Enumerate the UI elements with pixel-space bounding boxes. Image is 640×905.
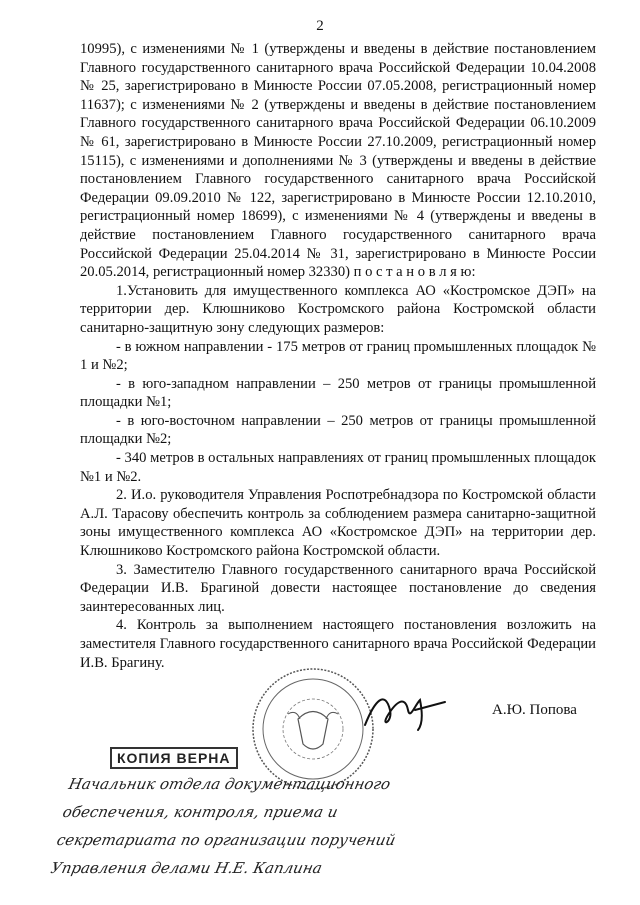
handwritten-certification — [48, 770, 632, 882]
paragraph-item-4: 4. Контроль за выполнением настоящего постановления возложить на заместителя Главного государственного санитарного врача Российской Федерации И.В. Брагину. — [80, 617, 596, 671]
page-number: 2 — [316, 18, 324, 34]
handwritten-line: обеспечения, контроля, приема и — [61, 803, 340, 821]
paragraph-item-2: 2. И.о. руководителя Управления Роспотребнадзора по Костромской области А.Л. Тарасову обеспечить контроль за соблюдением размера санитарно-защитной зоны имущественного комплекса АО «Костромское ДЭП» на территории дер. Клюшниково Костромского района Костромской области. — [80, 487, 596, 560]
paragraph-zone-southwest: - в юго-западном направлении – 250 метров от границы промышленной площадки №1; — [80, 375, 596, 411]
paragraph-zone-south: - в южном направлении - 175 метров от границ промышленных площадок № 1 и №2; — [80, 338, 596, 374]
signature-icon — [360, 680, 450, 740]
paragraph-item-3: 3. Заместителю Главного государственного санитарного врача Российской Федерации И.В. Брагиной довести настоящее постановление до сведения заинтересованных лиц. — [80, 561, 596, 615]
handwritten-line: Начальник отдела документационного — [67, 775, 393, 793]
signatory-name: А.Ю. Попова — [492, 702, 577, 718]
handwritten-line: секретариата по организации поручений — [55, 831, 398, 849]
copy-certified-stamp: КОПИЯ ВЕРНА — [110, 747, 238, 769]
paragraph-item-1: 1.Установить для имущественного комплекса АО «Костромское ДЭП» на территории дер. Клюшниково Костромского района Костромской области санитарно-защитную зону следующих размеров: — [80, 282, 596, 336]
paragraph-preamble: 10995), с изменениями № 1 (утверждены и введены в действие постановлением Главного государственного санитарного врача Российской Федерации 10.04.2008 № 25, зарегистрировано в Минюсте России 07.05.2008, регистрационный номер 11637); с изменениями № 2 (утверждены и введены в действие постановлением Главного государственного санитарного врача Российской Федерации 06.10.2009 № 61, зарегистрировано в Минюсте России 27.10.2009, регистрационный номер 15115), с изменениями и дополнениями № 3 (утверждены и введены в действие постановлением Главного государственного санитарного врача Российской Федерации 09.09.2010 № 122, зарегистрировано в Минюсте России 12.10.2010, регистрационный номер 18699), с изменениями № 4 (утверждены и введены в действие постановлением Главного государственного санитарного врача Российской Федерации 25.04.2014 № 31, зарегистрировано в Минюсте России 20.05.2014, регистрационный номер 32330) п о с т а н о в л я ю: — [80, 41, 596, 281]
document-body — [80, 40, 596, 672]
paragraph-zone-other: - 340 метров в остальных направлениях от границ промышленных площадок №1 и №2. — [80, 450, 596, 485]
paragraph-zone-southeast: - в юго-восточном направлении – 250 метров от границы промышленной площадки №2; — [80, 412, 596, 448]
handwritten-line: Управления делами Н.Е. Каплина — [49, 859, 324, 877]
